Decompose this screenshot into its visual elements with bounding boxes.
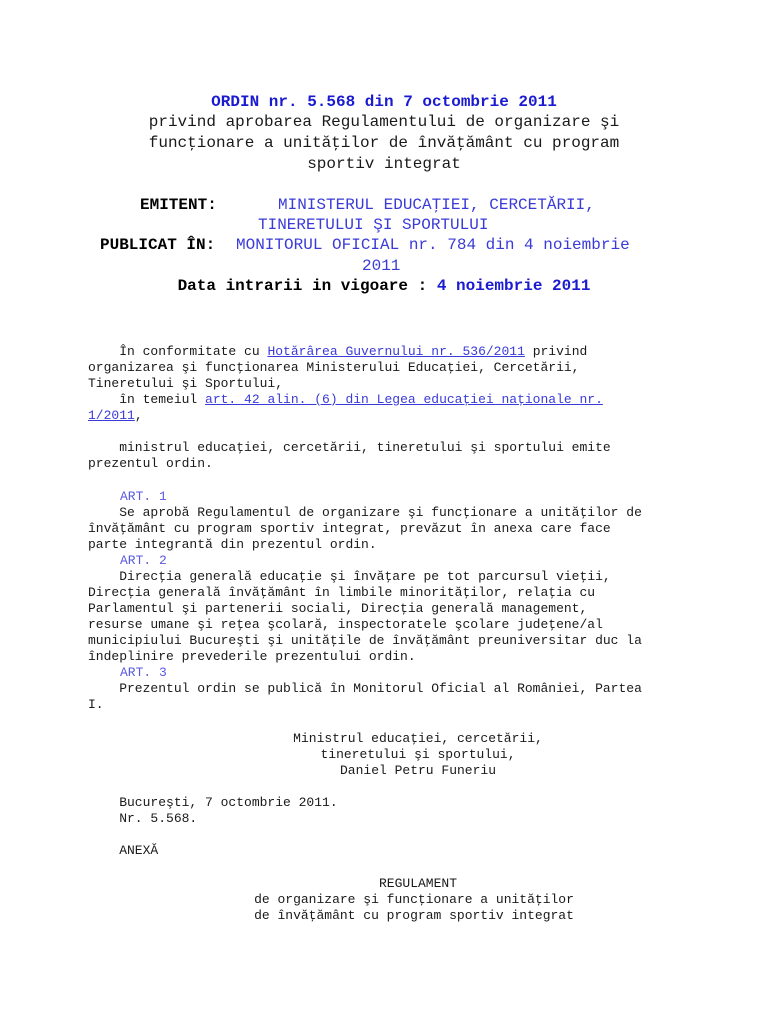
preamble-line-4 — [88, 392, 688, 408]
preamble-line-1 — [88, 344, 688, 360]
article-3-label[interactable]: ART. 3 — [120, 665, 167, 680]
annex-subtitle-2: de învăţământ cu program sportiv integrat — [254, 908, 574, 923]
article-1-line-3: parte integrantă din prezentul ordin. — [88, 537, 377, 552]
vigoare-date: 4 noiembrie 2011 — [436, 277, 591, 295]
article-3-line-2: I. — [88, 697, 104, 712]
place-date: Bucureşti, 7 octombrie 2011. — [88, 795, 338, 810]
preamble-line-5 — [88, 408, 688, 424]
article-3-line-1: Prezentul ordin se publică în Monitorul Oficial al României, Partea — [88, 681, 642, 696]
preamble-text: privind — [524, 344, 588, 359]
order-number: Nr. 5.568. — [88, 811, 198, 826]
preamble-line-7: prezentul ordin. — [88, 456, 213, 471]
vigoare-line — [0, 276, 768, 297]
subtitle-line-2: funcţionare a unităţilor de învăţământ cu program — [148, 134, 620, 152]
article-2-line-2: Direcţia generală învăţământ în limbile minorităţilor, relaţia cu — [88, 585, 596, 600]
emitent-label: EMITENT: — [140, 196, 217, 214]
publicat-line-1: MONITORUL OFICIAL nr. 784 din 4 noiembrie — [236, 236, 630, 254]
annex-label: ANEXĂ — [88, 843, 159, 858]
lege-1-2011-link-cont[interactable]: 1/2011 — [88, 408, 135, 423]
article-1-line-2: învăţământ cu program sportiv integrat, prevăzut în anexa care face — [88, 521, 611, 536]
preamble-line-3: Tineretului şi Sportului, — [88, 376, 284, 391]
publicat-line-2: 2011 — [362, 257, 401, 275]
preamble-text: în temeiul — [88, 392, 206, 407]
signature-line-2: tineretului şi sportului, — [320, 747, 516, 762]
emitent-line-2: TINERETULUI ŞI SPORTULUI — [258, 216, 489, 234]
article-2-line-6: îndeplinire prevederile prezentului ordin. — [88, 649, 416, 664]
article-2-line-3: Parlamentul şi partenerii sociali, Direcţia generală management, — [88, 601, 588, 616]
preamble-text: În conformitate cu — [88, 344, 268, 359]
signature-name: Daniel Petru Funeriu — [339, 763, 497, 778]
preamble-line-6: ministrul educaţiei, cercetării, tineretului şi sportului emite — [88, 440, 611, 455]
publicat-label: PUBLICAT ÎN: — [100, 236, 216, 254]
emitent-line-1: MINISTERUL EDUCAŢIEI, CERCETĂRII, — [278, 196, 595, 214]
annex-subtitle-1: de organizare şi funcţionare a unităţilor — [254, 892, 574, 907]
order-title: ORDIN nr. 5.568 din 7 octombrie 2011 — [211, 93, 557, 111]
article-2-line-5: municipiului Bucureşti şi unităţile de învăţământ preuniversitar duc la — [88, 633, 642, 648]
article-2-label[interactable]: ART. 2 — [120, 553, 167, 568]
subtitle-line-3: sportiv integrat — [307, 155, 461, 173]
annex-title: REGULAMENT — [378, 876, 457, 891]
preamble-line-2: organizarea şi funcţionarea Ministerului Educaţiei, Cercetării, — [88, 360, 580, 375]
article-2-line-4: resurse umane şi reţea şcolară, inspectoratele şcolare judeţene/al — [88, 617, 603, 632]
article-1-label[interactable]: ART. 1 — [120, 489, 167, 504]
article-1-line-1: Se aprobă Regulamentul de organizare şi funcţionare a unităţilor de — [88, 505, 642, 520]
preamble-text: , — [134, 408, 143, 423]
hg-536-link[interactable]: Hotărârea Guvernului nr. 536/2011 — [267, 344, 525, 359]
signature-line-1: Ministrul educaţiei, cercetării, — [293, 731, 543, 746]
article-2-line-1: Direcţia generală educaţie şi învăţare pe tot parcursul vieţii, — [88, 569, 611, 584]
subtitle-line-1: privind aprobarea Regulamentului de organizare şi — [148, 113, 620, 131]
lege-1-2011-link[interactable]: art. 42 alin. (6) din Legea educaţiei naţionale nr. — [205, 392, 603, 407]
vigoare-label: Data intrarii in vigoare : — [177, 277, 428, 295]
